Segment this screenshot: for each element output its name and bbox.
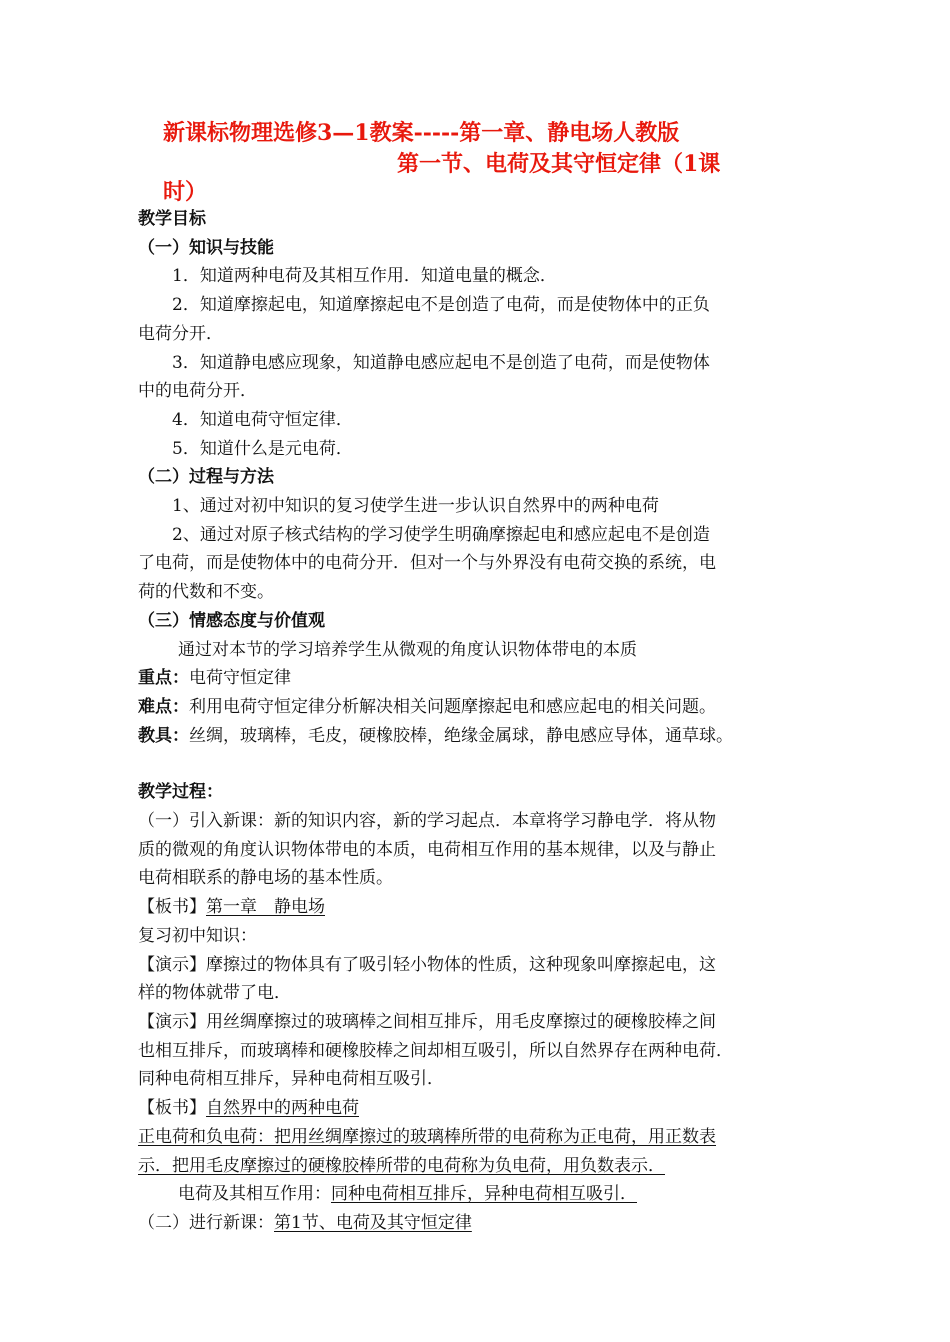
board-note-2 [138,1094,803,1123]
key-point [138,664,803,693]
emotion-item-1: 通过对本节的学习培养学生从微观的角度认识物体带电的本质 [178,639,637,660]
intro-line-1: （一）引入新课：新的知识内容，新的学习起点．本章将学习静电学．将从物 [138,811,716,832]
demo-1-line-2: 样的物体就带了电． [138,983,291,1004]
knowledge-item-5: 5．知道什么是元电荷． [172,438,353,459]
knowledge-item-1: 1．知道两种电荷及其相互作用．知道电量的概念． [172,266,557,287]
title-line-2: 第一节、电荷及其守恒定律（1课 [397,151,721,177]
process-item-2-line-3: 荷的代数和不变。 [138,582,274,603]
intro-line-2: 质的微观的角度认识物体带电的本质，电荷相互作用的基本规律，以及与静止 [138,839,716,860]
emotion-heading: （三）情感态度与价值观 [138,610,325,631]
board-text-2: 自然界中的两种电荷 [206,1098,359,1119]
interaction-line [138,1180,803,1209]
demo-1-text: 摩擦过的物体具有了吸引轻小物体的性质，这种现象叫摩擦起电，这 [206,954,716,975]
new-lesson-text: 第1节、电荷及其守恒定律 [274,1212,472,1233]
board-label-2: 【板书】 [138,1098,206,1119]
title-line-1: 新课标物理选修3—1教案-----第一章、静电场人教版 [163,120,680,146]
intro-line-3: 电荷相联系的静电场的基本性质。 [138,868,393,889]
document-body [138,205,803,1238]
board-note-1 [138,893,803,922]
new-lesson-label: （二）进行新课： [138,1212,274,1233]
board-text-1: 第一章 静电场 [206,897,325,918]
process-item-2-line-1: 2、通过对原子核式结构的学习使学生明确摩擦起电和感应起电不是创造 [172,524,710,545]
demo-1-line-1 [138,951,803,980]
key-label: 重点： [138,668,189,689]
demo-2-line-3: 同种电荷相互排斥，异种电荷相互吸引． [138,1069,444,1090]
process-item-2-line-2: 了电荷，而是使物体中的电荷分开．但对一个与外界没有电荷交换的系统，电 [138,553,716,574]
knowledge-heading: （一）知识与技能 [138,237,274,258]
tools-point [138,722,803,751]
difficulty-label: 难点： [138,696,189,717]
knowledge-item-2-line-2: 电荷分开． [138,323,223,344]
demo-label-2: 【演示】 [138,1011,206,1032]
interaction-label: 电荷及其相互作用： [178,1184,331,1205]
tools-text: 丝绸，玻璃棒，毛皮，硬橡胶棒，绝缘金属球，静电感应导体，通草球。 [189,725,733,746]
demo-label-1: 【演示】 [138,954,206,975]
title-line-3: 时） [163,179,208,205]
pos-neg-line-1: 正电荷和负电荷：把用丝绸摩擦过的玻璃棒所带的电荷称为正电荷，用正数表 [138,1126,716,1147]
tools-label: 教具： [138,725,189,746]
difficulty-text: 利用电荷守恒定律分析解决相关问题摩擦起电和感应起电的相关问题。 [189,696,716,717]
knowledge-item-2-line-1: 2．知道摩擦起电，知道摩擦起电不是创造了电荷，而是使物体中的正负 [172,295,710,316]
knowledge-item-4: 4．知道电荷守恒定律． [172,409,353,430]
knowledge-item-3-line-1: 3．知道静电感应现象，知道静电感应起电不是创造了电荷，而是使物体 [172,352,710,373]
blank-line [138,750,803,778]
demo-2-line-2: 也相互排斥，而玻璃棒和硬橡胶棒之间却相互吸引，所以自然界存在两种电荷． [138,1040,733,1061]
demo-2-text: 用丝绸摩擦过的玻璃棒之间相互排斥，用毛皮摩擦过的硬橡胶棒之间 [206,1011,716,1032]
process-method-heading: （二）过程与方法 [138,467,274,488]
board-label-1: 【板书】 [138,897,206,918]
process-item-1: 1、通过对初中知识的复习使学生进一步认识自然界中的两种电荷 [172,496,659,517]
knowledge-item-3-line-2: 中的电荷分开． [138,381,257,402]
demo-2-line-1 [138,1008,803,1037]
key-text: 电荷守恒定律 [189,668,291,689]
difficulty-point [138,693,803,722]
objectives-heading: 教学目标 [138,209,206,229]
interaction-text: 同种电荷相互排斥，异种电荷相互吸引． [331,1184,637,1205]
pos-neg-line-2: 示．把用毛皮摩擦过的硬橡胶棒所带的电荷称为负电荷，用负数表示． [138,1155,665,1176]
review-line: 复习初中知识： [138,925,257,946]
new-lesson-line [138,1209,803,1238]
teaching-process-heading: 教学过程： [138,782,223,803]
